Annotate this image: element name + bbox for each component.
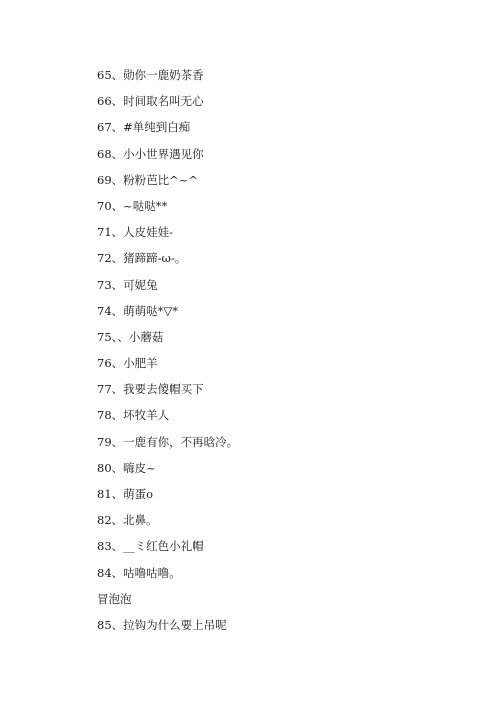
list-item: 67、#单纯到白痴 bbox=[97, 120, 191, 135]
list-item: 77、我要去傻帽买下 bbox=[97, 382, 204, 397]
list-item: 78、坏牧羊人 bbox=[97, 408, 170, 423]
list-item: 79、一鹿有你，不再晗冷。 bbox=[97, 434, 239, 449]
list-item: 83、__ミ红色小礼帽 bbox=[97, 539, 204, 554]
list-item: 68、小小世界遇见你 bbox=[97, 146, 204, 161]
list-item: 84、咕噜咕噜。 bbox=[97, 565, 181, 580]
list-item: 65、勋你一鹿奶茶香 bbox=[97, 68, 204, 82]
list-item: 74、萌萌哒*▽* bbox=[97, 303, 178, 318]
list-item: 75、、小蘑菇 bbox=[97, 329, 164, 344]
list-item: 冒泡泡 bbox=[97, 591, 132, 606]
list-item: 71、人皮娃娃- bbox=[97, 225, 174, 240]
list-item: 82、北鼻。 bbox=[97, 513, 158, 528]
list-item: 81、萌蛋o bbox=[97, 487, 154, 501]
list-item: 72、猪蹄蹄-ω-。 bbox=[97, 251, 187, 266]
list-item: 80、嗨皮~ bbox=[97, 460, 156, 475]
nickname-list bbox=[97, 62, 238, 638]
list-item: 73、可妮兔 bbox=[97, 277, 158, 292]
list-item: 69、粉粉芭比^~^ bbox=[97, 172, 199, 187]
list-item: 70、~哒哒** bbox=[97, 198, 168, 213]
list-item: 76、小肥羊 bbox=[97, 356, 158, 371]
list-item: 66、时间取名叫无心 bbox=[97, 94, 204, 109]
list-item: 85、拉钩为什么要上吊呢 bbox=[97, 617, 227, 632]
